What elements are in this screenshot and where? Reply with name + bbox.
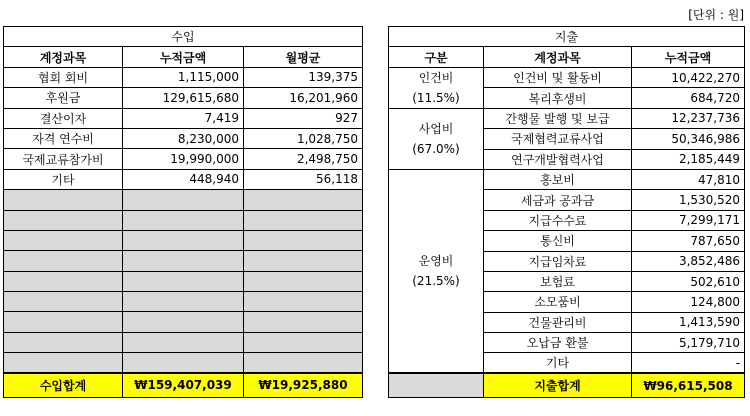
empty-cell <box>123 210 244 230</box>
expense-amount-cell: 3,852,486 <box>632 251 745 271</box>
income-empty-row <box>4 312 363 332</box>
expense-total-label: 지출합계 <box>484 373 632 397</box>
expense-category-name: 사업비 <box>418 121 454 136</box>
empty-cell <box>4 190 123 210</box>
income-row <box>4 108 363 128</box>
empty-cell <box>123 312 244 332</box>
expense-total-blank <box>389 373 484 397</box>
income-empty-row <box>4 332 363 352</box>
income-row <box>4 169 363 189</box>
income-header-account: 계정과목 <box>4 47 123 67</box>
income-empty-row <box>4 251 363 271</box>
income-average-cell: 927 <box>244 108 363 128</box>
empty-cell <box>123 353 244 373</box>
expense-amount-cell: 2,185,449 <box>632 149 745 169</box>
expense-account-cell: 복리후생비 <box>484 88 632 109</box>
expense-account-cell: 오납금 환불 <box>484 333 632 353</box>
empty-cell <box>4 271 123 291</box>
income-amount-cell: 7,419 <box>123 108 244 128</box>
expense-category-cell <box>389 108 484 169</box>
expense-row <box>389 169 745 189</box>
expense-amount-cell: 10,422,270 <box>632 67 745 88</box>
empty-cell <box>123 271 244 291</box>
income-header-amount: 누적금액 <box>123 47 244 67</box>
empty-cell <box>4 251 123 271</box>
expense-account-cell: 지급수수료 <box>484 210 632 230</box>
income-average-cell: 2,498,750 <box>244 149 363 169</box>
empty-cell <box>244 312 363 332</box>
empty-cell <box>123 332 244 352</box>
expense-category-cell <box>389 169 484 373</box>
expense-header-account: 계정과목 <box>484 47 632 67</box>
empty-cell <box>244 230 363 250</box>
expense-account-cell: 연구개발협력사업 <box>484 149 632 169</box>
expense-amount-cell: 124,800 <box>632 292 745 312</box>
expense-amount-cell: 5,179,710 <box>632 333 745 353</box>
empty-cell <box>4 210 123 230</box>
income-total-average: ₩19,925,880 <box>244 373 363 397</box>
expense-row <box>389 108 745 128</box>
income-row <box>4 149 363 169</box>
empty-cell <box>244 251 363 271</box>
empty-cell <box>4 230 123 250</box>
income-account-cell: 결산이자 <box>4 108 123 128</box>
expense-category-percent: (11.5%) <box>412 90 460 105</box>
empty-cell <box>123 292 244 312</box>
expense-category-name: 운영비 <box>418 254 454 269</box>
income-account-cell: 협회 회비 <box>4 67 123 87</box>
expense-amount-cell: 50,346,986 <box>632 129 745 149</box>
expense-header-amount: 누적금액 <box>632 47 745 67</box>
expense-account-cell: 보험료 <box>484 271 632 291</box>
expense-title: 지출 <box>389 27 745 47</box>
expense-account-cell: 인건비 및 활동비 <box>484 67 632 88</box>
empty-cell <box>123 251 244 271</box>
income-row <box>4 67 363 87</box>
expense-account-cell: 간행물 발행 및 보급 <box>484 108 632 128</box>
empty-cell <box>244 292 363 312</box>
income-title: 수입 <box>4 27 363 47</box>
empty-cell <box>4 332 123 352</box>
empty-cell <box>244 210 363 230</box>
empty-cell <box>244 332 363 352</box>
unit-label: [단위 : 원] <box>688 8 744 22</box>
income-total-amount: ₩159,407,039 <box>123 373 244 397</box>
expense-amount-cell: 1,413,590 <box>632 312 745 332</box>
empty-cell <box>123 190 244 210</box>
income-row <box>4 128 363 148</box>
expense-amount-cell: 7,299,171 <box>632 210 745 230</box>
income-total-label: 수입합계 <box>4 373 123 397</box>
income-amount-cell: 1,115,000 <box>123 67 244 87</box>
expense-amount-cell: 787,650 <box>632 231 745 251</box>
income-account-cell: 기타 <box>4 169 123 189</box>
income-empty-row <box>4 271 363 291</box>
expense-account-cell: 지급임차료 <box>484 251 632 271</box>
income-empty-row <box>4 353 363 373</box>
income-empty-row <box>4 230 363 250</box>
expense-amount-cell: - <box>632 353 745 373</box>
empty-cell <box>244 271 363 291</box>
expense-header-category: 구분 <box>389 47 484 67</box>
expense-amount-cell: 684,720 <box>632 88 745 109</box>
expense-account-cell: 국제협력교류사업 <box>484 129 632 149</box>
income-average-cell: 139,375 <box>244 67 363 87</box>
expense-account-cell: 통신비 <box>484 231 632 251</box>
income-account-cell: 국제교류참가비 <box>4 149 123 169</box>
expense-account-cell: 소모품비 <box>484 292 632 312</box>
income-empty-row <box>4 292 363 312</box>
income-amount-cell: 448,940 <box>123 169 244 189</box>
expense-amount-cell: 502,610 <box>632 271 745 291</box>
income-amount-cell: 8,230,000 <box>123 128 244 148</box>
income-table <box>3 26 363 398</box>
income-row <box>4 88 363 108</box>
income-empty-row <box>4 210 363 230</box>
income-header-average: 월평균 <box>244 47 363 67</box>
expense-body <box>389 67 745 373</box>
expense-amount-cell: 47,810 <box>632 169 745 189</box>
expense-account-cell: 세금과 공과금 <box>484 190 632 210</box>
income-empty-row <box>4 190 363 210</box>
expense-category-name: 인건비 <box>418 70 454 85</box>
income-body <box>4 67 363 373</box>
expense-account-cell: 기타 <box>484 353 632 373</box>
income-amount-cell: 129,615,680 <box>123 88 244 108</box>
expense-account-cell: 홍보비 <box>484 169 632 189</box>
empty-cell <box>244 353 363 373</box>
expense-amount-cell: 12,237,736 <box>632 108 745 128</box>
income-account-cell: 후원금 <box>4 88 123 108</box>
expense-category-percent: (21.5%) <box>412 274 460 289</box>
empty-cell <box>4 312 123 332</box>
expense-category-cell <box>389 67 484 108</box>
empty-cell <box>4 292 123 312</box>
expense-total-amount: ₩96,615,508 <box>632 373 745 397</box>
income-average-cell: 16,201,960 <box>244 88 363 108</box>
expense-account-cell: 건물관리비 <box>484 312 632 332</box>
expense-amount-cell: 1,530,520 <box>632 190 745 210</box>
income-amount-cell: 19,990,000 <box>123 149 244 169</box>
income-account-cell: 자격 연수비 <box>4 128 123 148</box>
income-average-cell: 1,028,750 <box>244 128 363 148</box>
empty-cell <box>123 230 244 250</box>
expense-table <box>388 26 745 398</box>
empty-cell <box>244 190 363 210</box>
empty-cell <box>4 353 123 373</box>
expense-category-percent: (67.0%) <box>412 141 460 156</box>
income-average-cell: 56,118 <box>244 169 363 189</box>
expense-row <box>389 67 745 88</box>
